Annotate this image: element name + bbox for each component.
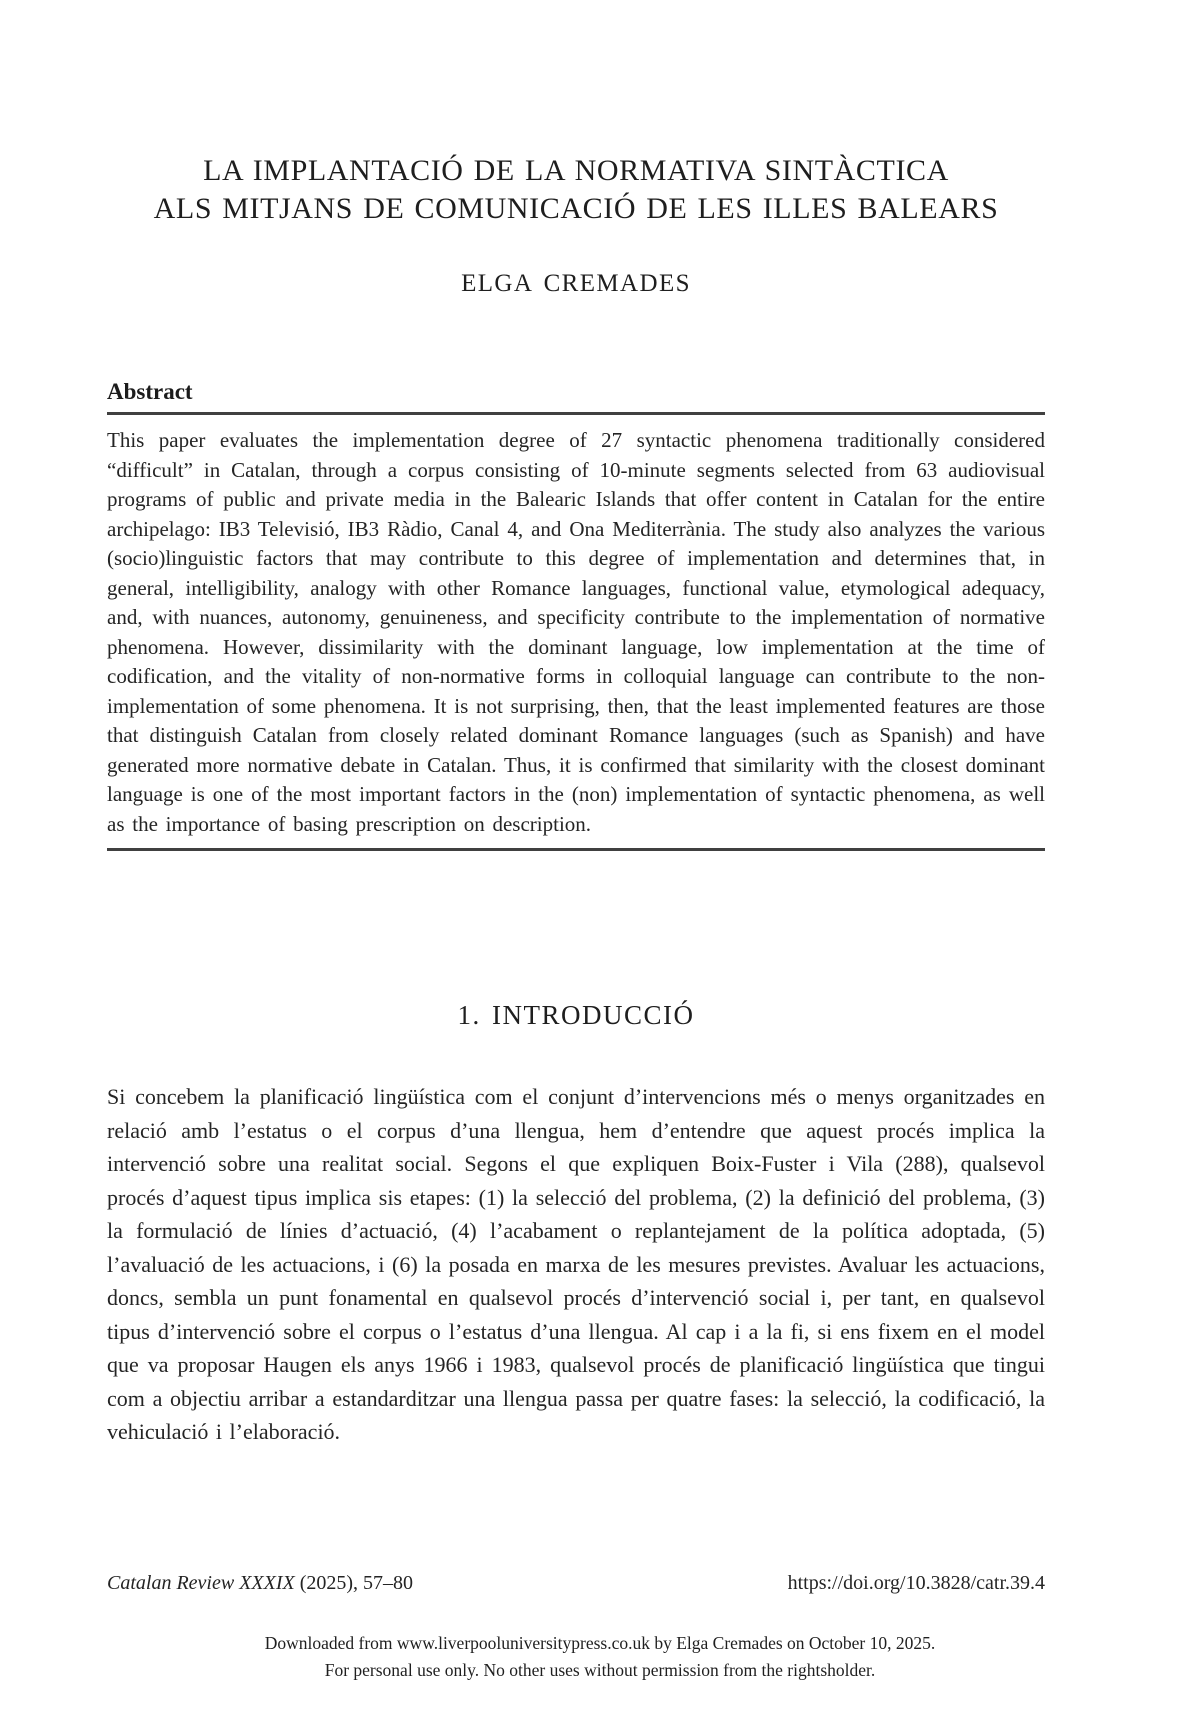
- doi-text: https://doi.org/10.3828/catr.39.4: [787, 1572, 1045, 1594]
- paper-title-line-1: LA IMPLANTACIÓ DE LA NORMATIVA SINTÀCTICA: [203, 154, 949, 187]
- download-notice-line-1: Downloaded from www.liverpooluniversitypress.co.uk by Elga Cremades on October 10, 2025.: [264, 1633, 936, 1653]
- journal-title: Catalan Review XXXIX: [107, 1572, 295, 1594]
- abstract-top-rule: [107, 412, 1045, 415]
- journal-citation: [107, 1572, 413, 1595]
- abstract-section: [107, 379, 1045, 851]
- paper-title-line-2: ALS MITJANS DE COMUNICACIÓ DE LES ILLES BALEARS: [153, 192, 999, 225]
- paper-title: [107, 152, 1045, 228]
- abstract-bottom-rule: [107, 848, 1045, 851]
- journal-issue-pages: (2025), 57–80: [294, 1572, 414, 1594]
- author-name: ELGA CREMADES: [461, 270, 691, 297]
- download-notice: [0, 1630, 1200, 1684]
- section-heading-introduction: 1. INTRODUCCIÓ: [457, 1000, 695, 1030]
- introduction-paragraph: Si concebem la planificació lingüística com el conjunt d’intervencions més o menys organitzades en relació amb l’estatus o el corpus d’una llengua, hem d’entendre que aquest procés implica la intervenció sobre una realitat social. Segons el que expliquen Boix-Fuster i Vila (288), qualsevol procés d’aquest tipus implica sis etapes: (1) la selecció del problema, (2) la definició del problema, (3) la formulació de línies d’actuació, (4) l’acabament o replantejament de la política adoptada, (5) l’avaluació de les actuacions, i (6) la posada en marxa de les mesures previstes. Avaluar les actuacions, doncs, sembla un punt fonamental en qualsevol procés d’intervenció social i, per tant, en qualsevol tipus d’intervenció sobre el corpus o l’estatus d’una llengua. Al cap i a la fi, si ens fixem en el model que va proposar Haugen els anys 1966 i 1983, qualsevol procés de planificació lingüística que tingui com a objectiu arribar a estandarditzar una llengua passa per quatre fases: la selecció, la codificació, la vehiculació i l’elaboració.: [107, 1084, 1045, 1444]
- download-notice-line-2: For personal use only. No other uses without permission from the rightsholder.: [324, 1660, 876, 1680]
- abstract-heading: Abstract: [107, 379, 193, 404]
- journal-footer: [107, 1572, 1045, 1595]
- abstract-text: This paper evaluates the implementation degree of 27 syntactic phenomena traditionally considered “difficult” in Catalan, through a corpus consisting of 10-minute segments selected from 63 audiovisual programs of public and private media in the Balearic Islands that offer content in Catalan for the entire archipelago: IB3 Televisió, IB3 Ràdio, Canal 4, and Ona Mediterrània. The study also analyzes the various (socio)linguistic factors that may contribute to this degree of implementation and determines that, in general, intelligibility, analogy with other Romance languages, functional value, etymological adequacy, and, with nuances, autonomy, genuineness, and specificity contribute to the implementation of normative phenomena. However, dissimilarity with the dominant language, low implementation at the time of codification, and the vitality of non-normative forms in colloquial language can contribute to the non-implementation of some phenomena. It is not surprising, then, that the least implemented features are those that distinguish Catalan from closely related dominant Romance languages (such as Spanish) and have generated more normative debate in Catalan. Thus, it is confirmed that similarity with the closest dominant language is one of the most important factors in the (non) implementation of syntactic phenomena, as well as the importance of basing prescription on description.: [107, 428, 1045, 836]
